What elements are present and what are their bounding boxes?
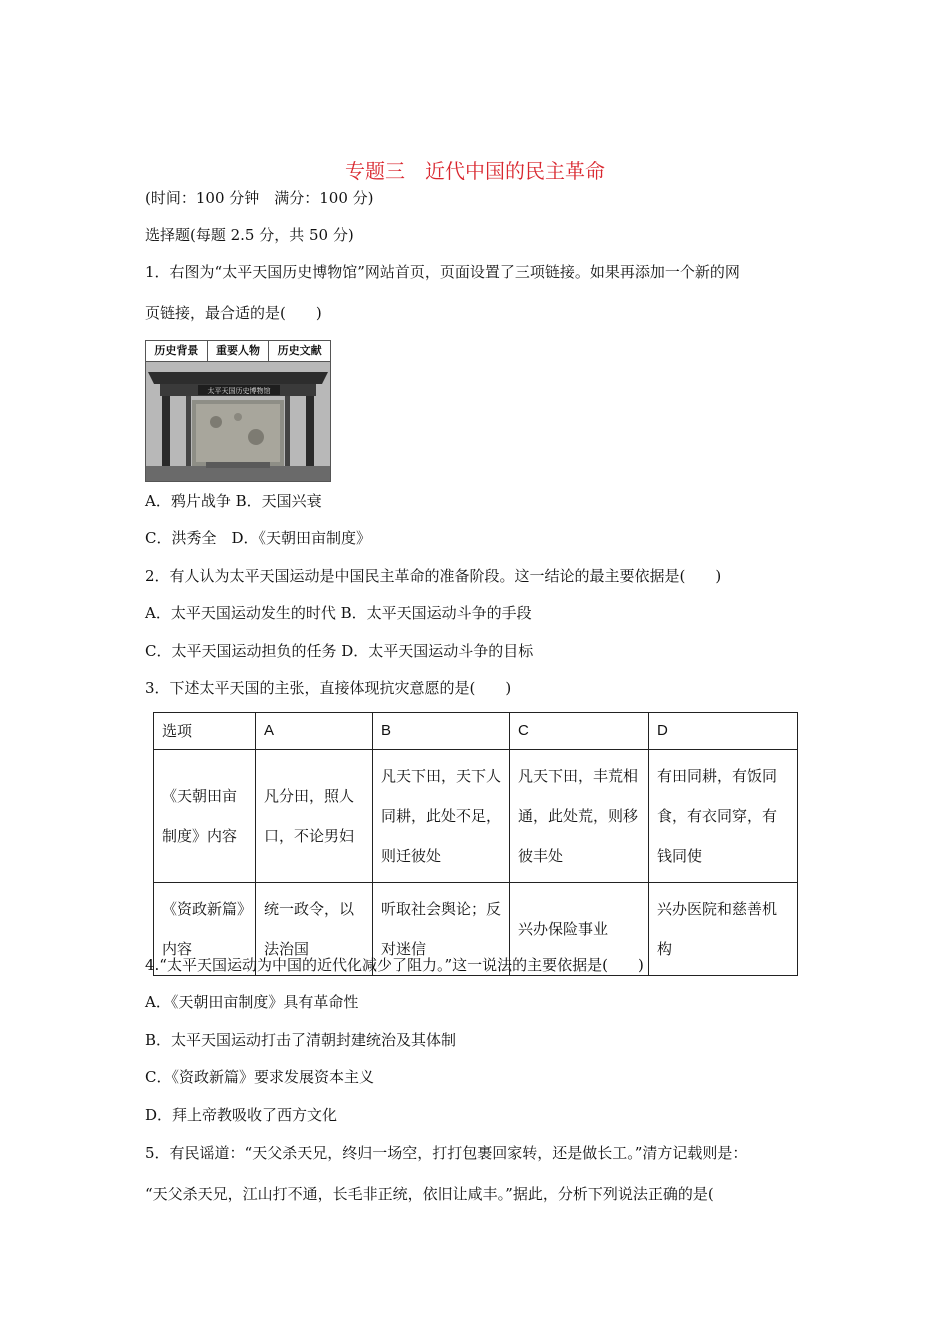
q4-option-d: D．拜上帝教吸收了西方文化 <box>145 1106 338 1124</box>
museum-gate-illustration <box>146 362 330 481</box>
q5-stem-line2: “天父杀天兄，江山打不通，长毛非正统，依旧让咸丰。”据此，分析下列说法正确的是( <box>145 1185 714 1203</box>
q4-option-a: A．《天朝田亩制度》具有革命性 <box>145 993 359 1011</box>
table-header-cell: A <box>256 713 373 750</box>
table-header-cell: C <box>510 713 649 750</box>
table-header-cell: B <box>373 713 510 750</box>
q2-options-line1: A．太平天国运动发生的时代 B．太平天国运动斗争的手段 <box>145 604 532 622</box>
table-cell: 凡分田，照人口，不论男妇 <box>256 750 373 883</box>
museum-sign-text: 太平天国历史博物馆 <box>207 387 271 395</box>
q2-stem: 2．有人认为太平天国运动是中国民主革命的准备阶段。这一结论的最主要依据是( ) <box>145 567 722 585</box>
q1-stem-line2: 页链接，最合适的是( ) <box>145 304 322 322</box>
q1-options-line2: C．洪秀全 D．《天朝田亩制度》 <box>145 529 372 547</box>
table-header-row <box>154 713 798 750</box>
figure-tab-background: 历史背景 <box>146 341 208 361</box>
table-header-cell: 选项 <box>154 713 256 750</box>
q5-stem-line1: 5．有民谣道：“天父杀天兄，终归一场空，打打包裹回家转，还是做长工。”清方记载则是： <box>145 1144 748 1162</box>
table-cell: 凡天下田，丰荒相通，此处荒，则移彼丰处 <box>510 750 649 883</box>
figure-tab-people: 重要人物 <box>208 341 270 361</box>
q4-option-b: B．太平天国运动打击了清朝封建统治及其体制 <box>145 1031 457 1049</box>
table-row-label: 《天朝田亩制度》内容 <box>154 750 256 883</box>
q3-stem: 3．下述太平天国的主张，直接体现抗灾意愿的是( ) <box>145 679 512 697</box>
table-row-label: 《资政新篇》内容 <box>154 883 256 976</box>
q1-options-line1: A．鸦片战争 B．天国兴衰 <box>145 492 322 510</box>
table-cell: 凡天下田，天下人同耕，此处不足，则迁彼处 <box>373 750 510 883</box>
table-cell: 统一政令，以法治国 <box>256 883 373 976</box>
exam-meta: (时间：100 分钟 满分：100 分) <box>145 189 374 207</box>
section-heading: 选择题(每题 2.5 分，共 50 分) <box>145 226 354 244</box>
figure-link-tabs <box>146 341 330 362</box>
q2-options-line2: C．太平天国运动担负的任务 D．太平天国运动斗争的目标 <box>145 642 534 660</box>
q4-option-c: C．《资政新篇》要求发展资本主义 <box>145 1068 374 1086</box>
table-cell: 兴办医院和慈善机构 <box>649 883 798 976</box>
q4-stem: 4.“太平天国运动为中国的近代化减少了阻力。”这一说法的主要依据是( ) <box>145 956 644 974</box>
table-row <box>154 750 798 883</box>
table-cell: 兴办保险事业 <box>510 883 649 976</box>
museum-gate-photo <box>146 362 330 481</box>
table-cell: 有田同耕，有饭同食，有衣同穿，有钱同使 <box>649 750 798 883</box>
museum-website-figure <box>145 340 331 482</box>
table-header-cell: D <box>649 713 798 750</box>
q1-stem-line1: 1．右图为“太平天国历史博物馆”网站首页，页面设置了三项链接。如果再添加一个新的网 <box>145 263 740 281</box>
page-title: 专题三 近代中国的民主革命 <box>345 159 605 183</box>
figure-tab-documents: 历史文献 <box>277 344 322 357</box>
table-cell: 听取社会舆论；反对迷信 <box>373 883 510 976</box>
q3-options-table <box>153 712 798 976</box>
